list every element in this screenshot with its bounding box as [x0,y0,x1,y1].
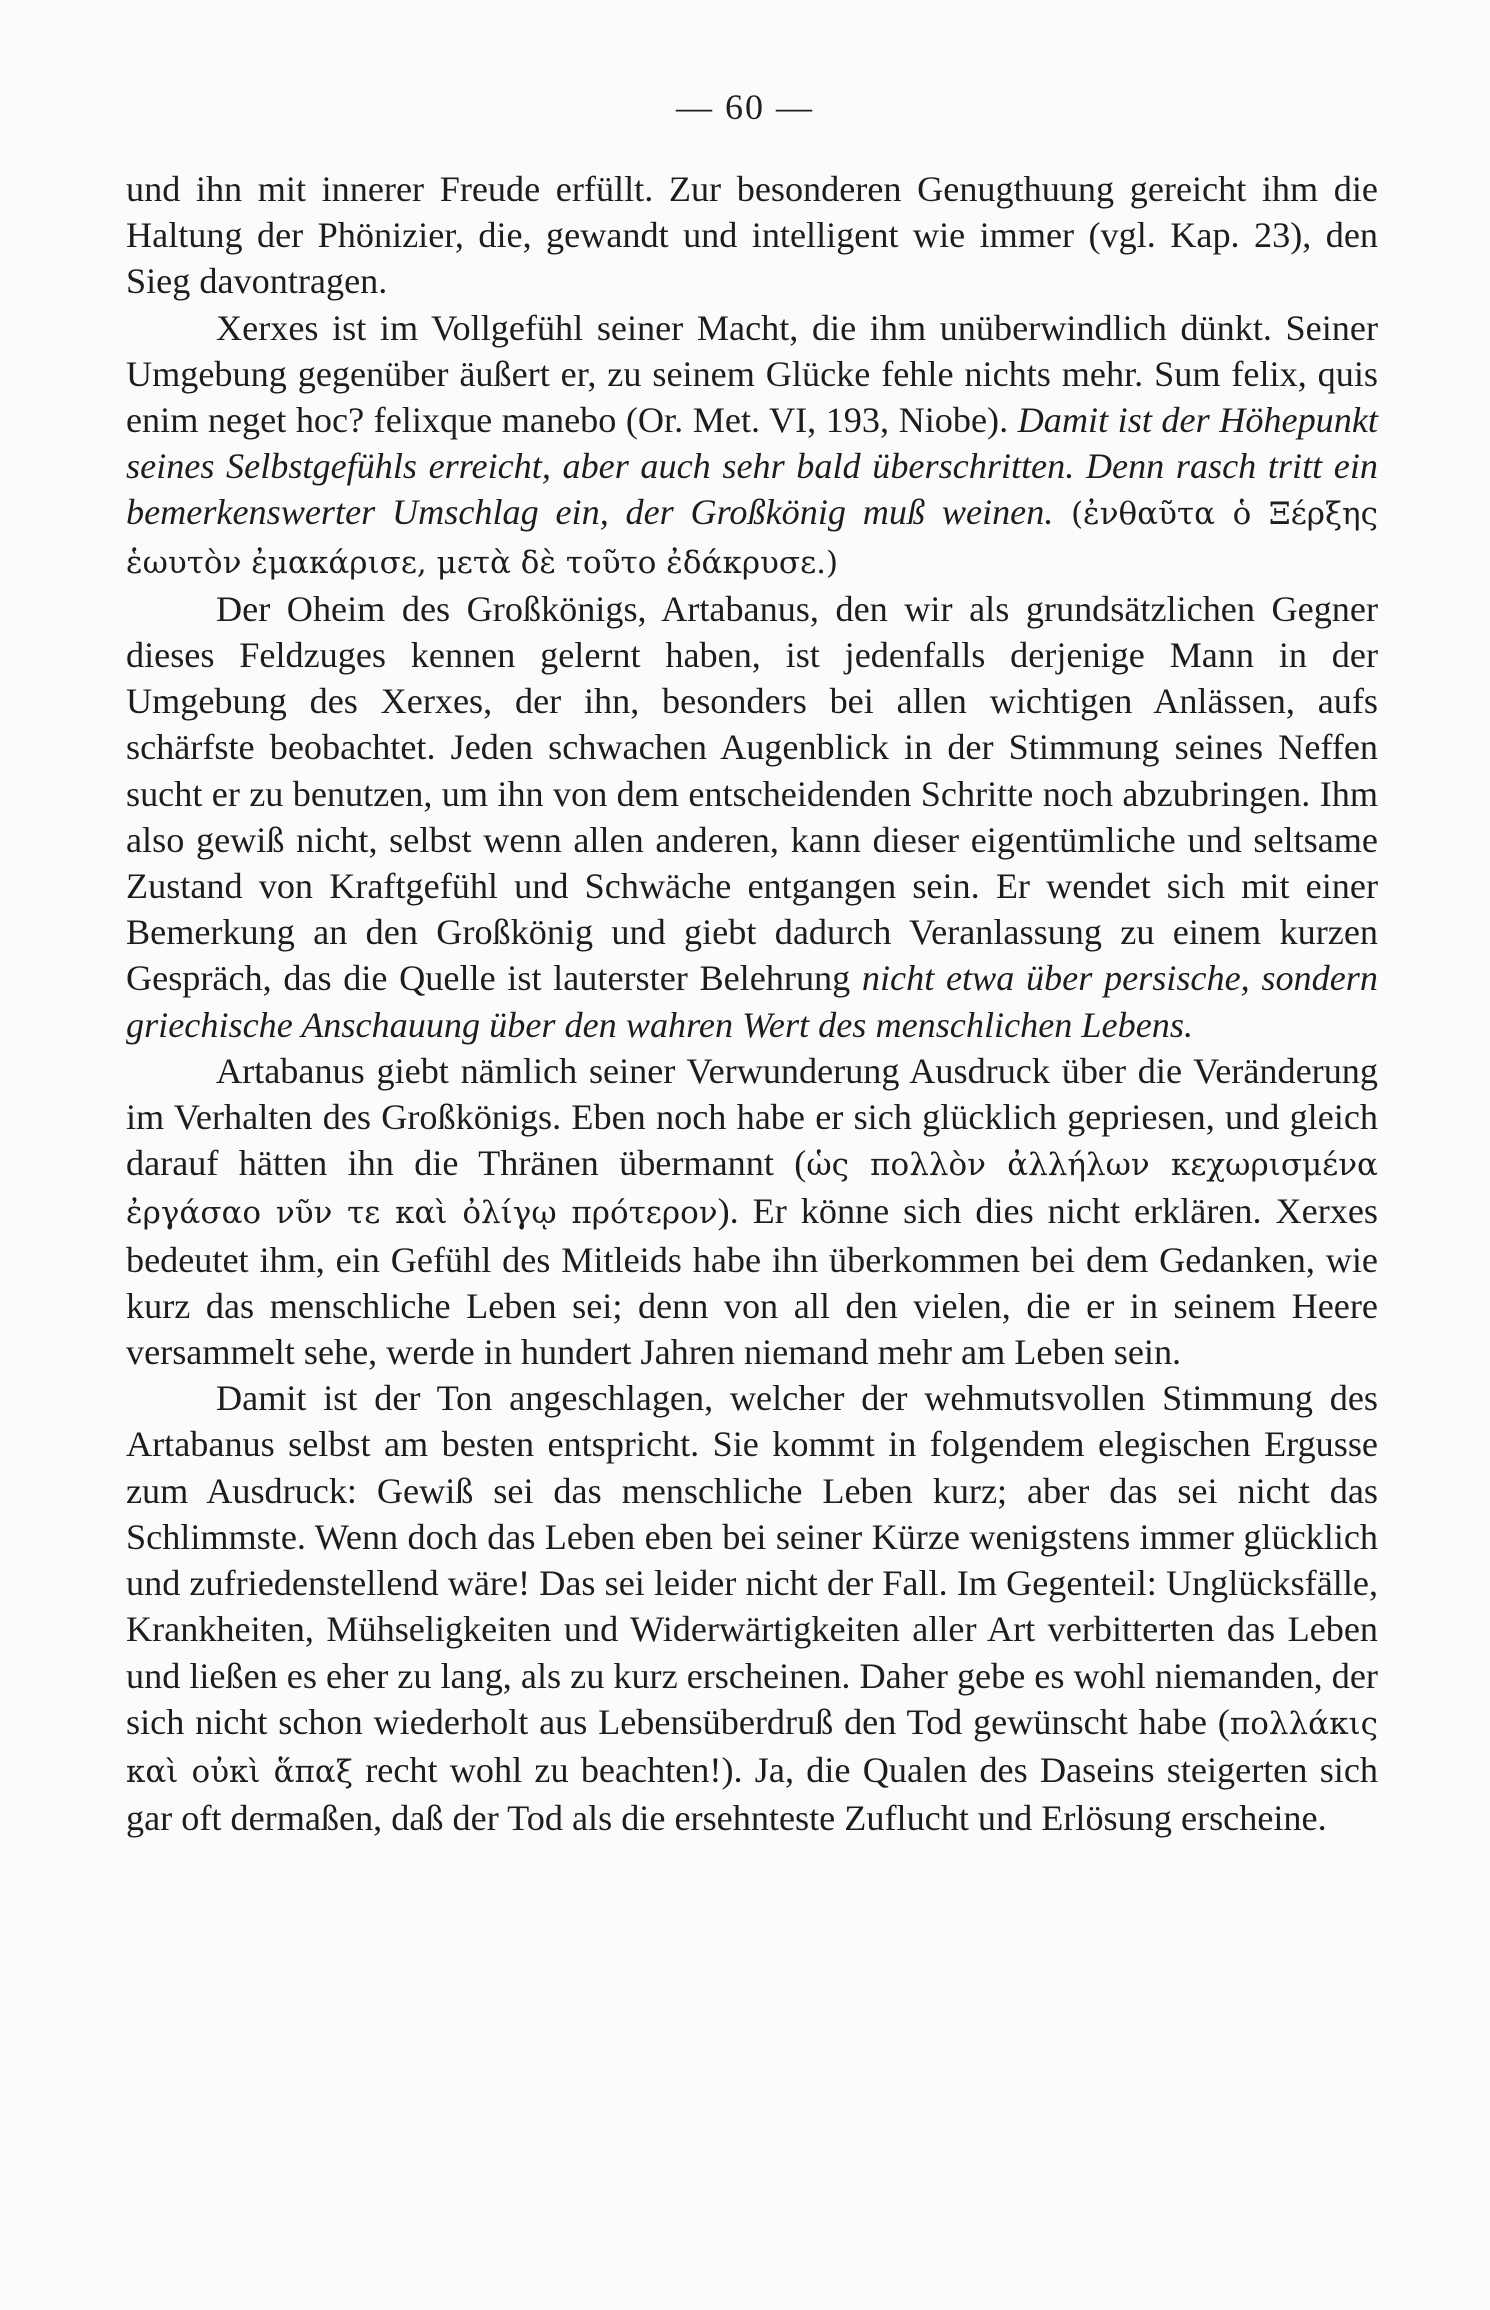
paragraph [126,586,1378,1048]
text-segment: Xerxes ist im Vollgefühl seiner Macht, die ihm unüberwindlich dünkt. Seiner Umgebung gegenüber äußert er, zu seinem Glücke fehle nichts mehr. Sum felix, quis enim neget hoc? felixque manebo (Or. Met. VI, 193, Niobe). [126,307,1378,441]
text-segment: Damit ist der Ton angeschlagen, welcher der wehmutsvollen Stimmung des Artabanus selbst am besten entspricht. Sie kommt in folgendem elegischen Ergusse zum Ausdruck: Gewiß sei das menschliche Leben kurz; aber das sei nicht das Schlimmste. Wenn doch das Leben eben bei seiner Kürze wenigstens immer glücklich und zufriedenstellend wäre! Das sei leider nicht der Fall. Im Gegenteil: Unglücksfälle, Krankheiten, Mühseligkeiten und Widerwärtigkeiten aller Art verbitterten das Leben und ließen es eher zu lang, als zu kurz erscheinen. Daher gebe es wohl niemanden, der sich nicht schon wiederholt aus Lebensüberdruß den Tod gewünscht habe ( [126,1378,1378,1742]
paragraph [126,1375,1378,1841]
greek-quotation: (ἐνθαῦτα ὁ Ξέρξης ἑωυτὸν ἐμακάρισε, μετὰ δὲ τοῦτο ἐδάκρυσε.) [126,496,1378,581]
text-segment: ). Er könne sich dies nicht erklären. Xerxes bedeutet ihm, ein Gefühl des Mitleids habe ihn überkommen bei dem Gedanken, wie kurz das menschliche Leben sei; denn von all den vielen, die er in seinem Heere versammelt sehe, werde in hundert Jahren niemand mehr am Leben sein. [126,1191,1378,1373]
text-segment: Artabanus giebt nämlich seiner Verwunderung Ausdruck über die Veränderung im Verhalten des Großkönigs. Eben noch habe er sich glücklich gepriesen, und gleich darauf hätten ihn die Thränen übermannt ( [126,1050,1378,1184]
page-number: — 60 — [676,87,814,127]
paragraph [126,1048,1378,1375]
greek-quotation: πολλάκις καὶ οὐκὶ ἅπαξ [126,1705,1378,1790]
greek-quotation: ὡς πολλὸν ἀλλήλων κεχωρισμένα ἐργάσαο νῦν τε καὶ ὀλίγῳ πρότερον [126,1147,1378,1232]
text-segment: Der Oheim des Großkönigs, Artabanus, den wir als grundsätzlichen Gegner dieses Feldzuges kennen gelernt haben, ist jedenfalls derjenige Mann in der Umgebung des Xerxes, der ihn, besonders bei allen wichtigen Anlässen, aufs schärfste beobachtet. Jeden schwachen Augenblick in der Stimmung seines Neffen sucht er zu benutzen, um ihn von dem entscheidenden Schritte noch abzubringen. Ihm also gewiß nicht, selbst wenn allen anderen, kann dieser eigentümliche und seltsame Zustand von Kraftgefühl und Schwäche entgangen sein. Er wendet sich mit einer Bemerkung an den Großkönig und giebt dadurch Veranlassung zu einem kurzen Gespräch, das die Quelle ist lauterster Belehrung [126,588,1378,999]
paragraph [126,305,1378,586]
italic-text-segment: Damit ist der Höhepunkt seines Selbstgefühls erreicht, aber auch sehr bald überschritten. Denn rasch tritt ein bemerkenswerter Umschlag ein, der Großkönig muß weinen. [126,400,1378,533]
italic-text-segment: nicht etwa über persische, sondern griechische Anschauung über den wahren Wert des menschlichen Lebens. [126,958,1378,1045]
text-segment: recht wohl zu beachten!). Ja, die Qualen des Daseins steigerten sich gar oft dermaßen, daß der Tod als die ersehnteste Zuflucht und Erlösung erscheine. [126,1749,1378,1839]
body-text [126,166,1378,1841]
text-segment: und ihn mit innerer Freude erfüllt. Zur besonderen Genugthuung gereicht ihm die Haltung der Phönizier, die, gewandt und intelligent wie immer (vgl. Kap. 23), den Sieg davontragen. [126,169,1378,302]
paragraph [126,166,1378,305]
